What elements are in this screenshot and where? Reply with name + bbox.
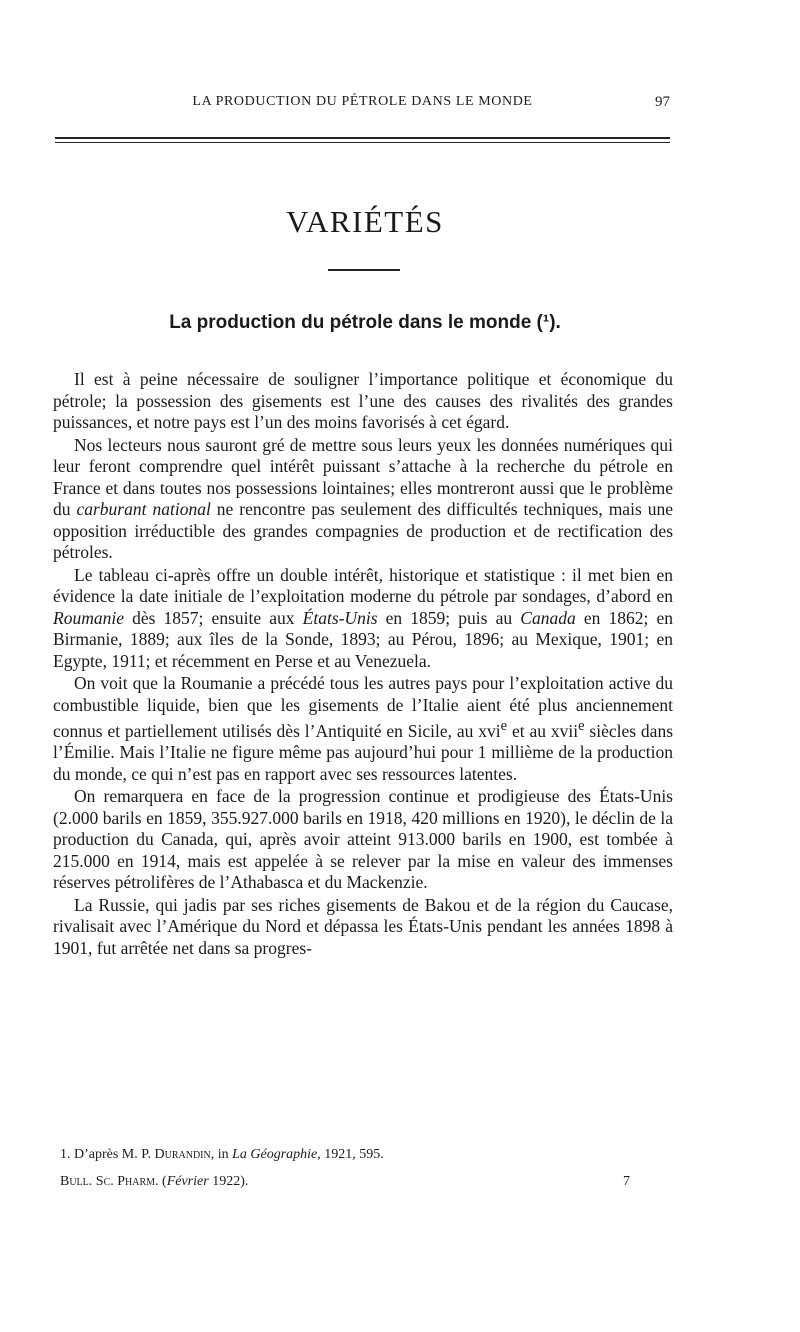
footnote-marker: (¹). [536, 312, 561, 333]
running-title: LA PRODUCTION DU PÉTROLE DANS LE MONDE [192, 94, 533, 109]
footnote-text: , in [210, 1147, 233, 1162]
journal-issue: Février [166, 1174, 209, 1189]
journal-text: 1922). [208, 1174, 249, 1189]
page-number: 97 [655, 94, 670, 110]
superscript: e [578, 718, 585, 734]
paragraph-text: dès 1857; ensuite aux [123, 607, 303, 628]
paragraph-text: et au xvii [507, 720, 579, 741]
paragraph [53, 895, 673, 960]
italic-term: carburant national [76, 499, 211, 519]
italic-country: Roumanie [53, 607, 124, 628]
paragraph-text: On voit que la Roumanie a précédé tous les autres pays pour l’exploitation active du combustible liquide, bien que les gisements de l’Italie aient été plus anciennement connus et partiellement utilisés dès l’Antiquité en Sicile, au xvi [53, 673, 673, 741]
header-double-rule [55, 137, 670, 143]
running-head [55, 94, 670, 112]
paragraph-text: Nos lecteurs nous sauront gré de mettre sous leurs yeux les données numériques qui leur feront comprendre quel intérêt puissant s’attache à la recherche du pétrole en France et dans toutes nos possessions lointaines; elles montreront aussi que le problème du [53, 434, 673, 519]
paragraph [53, 435, 673, 564]
paragraph [53, 786, 673, 894]
signature-mark: 7 [623, 1174, 630, 1189]
footnote-author: Durandin [154, 1147, 211, 1162]
article-title [0, 312, 730, 334]
paragraph-text: en 1859; puis au [377, 607, 521, 628]
paragraph-text: siècles dans l’Émilie. Mais l’Italie ne figure même pas aujourd’hui pour 1 millième de la production du monde, ce qui n’est pas en rapport avec ses ressources latentes. [53, 720, 674, 784]
section-title: VARIÉTÉS [286, 204, 444, 239]
footnote-source: La Géographie [232, 1147, 318, 1162]
paragraph-text: Il est à peine nécessaire de souligner l’importance politique et économique du pétrole; la possession des gisements est l’une des causes des rivalités des grandes puissances, et notre pays est l’un des moins favorisés à cet égard. [53, 369, 673, 432]
article-title-text: La production du pétrole dans le monde [169, 312, 532, 333]
paragraph-text: ne rencontre pas seulement des difficultés techniques, mais une opposition irréductible des grandes compagnies de production et de rectification des pétroles. [53, 499, 673, 562]
journal-text: ( [158, 1174, 167, 1189]
paragraph [53, 369, 673, 434]
italic-country: États-Unis [302, 607, 378, 628]
paragraph-text: Le tableau ci-après offre un double intérêt, historique et statistique : il met bien en évidence la date initiale de l’exploitation moderne du pétrole par sondages, d’abord en [53, 564, 673, 606]
journal-reference [60, 1174, 248, 1190]
journal-name: Bull. Sc. Pharm. [60, 1174, 159, 1189]
paragraph-text: On remarquera en face de la progression continue et prodigieuse des États-Unis (2.000 barils en 1859, 355.927.000 barils en 1918, 420 millions en 1920), le déclin de la production du Canada, qui, après avoir atteint 913.000 barils en 1900, est tombée à 215.000 en 1914, mais est appelée à se relever par la mise en valeur des immenses réserves pétrolifères de l’Athabasca et du Mackenzie. [53, 786, 673, 893]
italic-country: Canada [520, 607, 576, 628]
paragraph-text: La Russie, qui jadis par ses riches gisements de Bakou et de la région du Caucase, rivalisait avec l’Amérique du Nord et dépassa les États-Unis pendant les années 1898 à 1901, fut arrêtée net dans sa progres- [53, 894, 673, 958]
paragraph-text: en 1862; en Birmanie, 1889; aux îles de la Sonde, 1893; au Pérou, 1896; au Mexique, 1901; en Egypte, 1911; et récemment en Perse et au Venezuela. [53, 607, 673, 671]
footnote-text: D’après M. P. [74, 1147, 155, 1162]
paragraph [53, 673, 673, 785]
footnote-number: 1. [60, 1147, 71, 1162]
article-body [53, 369, 673, 959]
paragraph [53, 565, 673, 673]
footnote-text: , 1921, 595. [317, 1147, 384, 1162]
title-rule [328, 269, 400, 271]
footnote [60, 1147, 670, 1163]
superscript: e [500, 718, 508, 734]
